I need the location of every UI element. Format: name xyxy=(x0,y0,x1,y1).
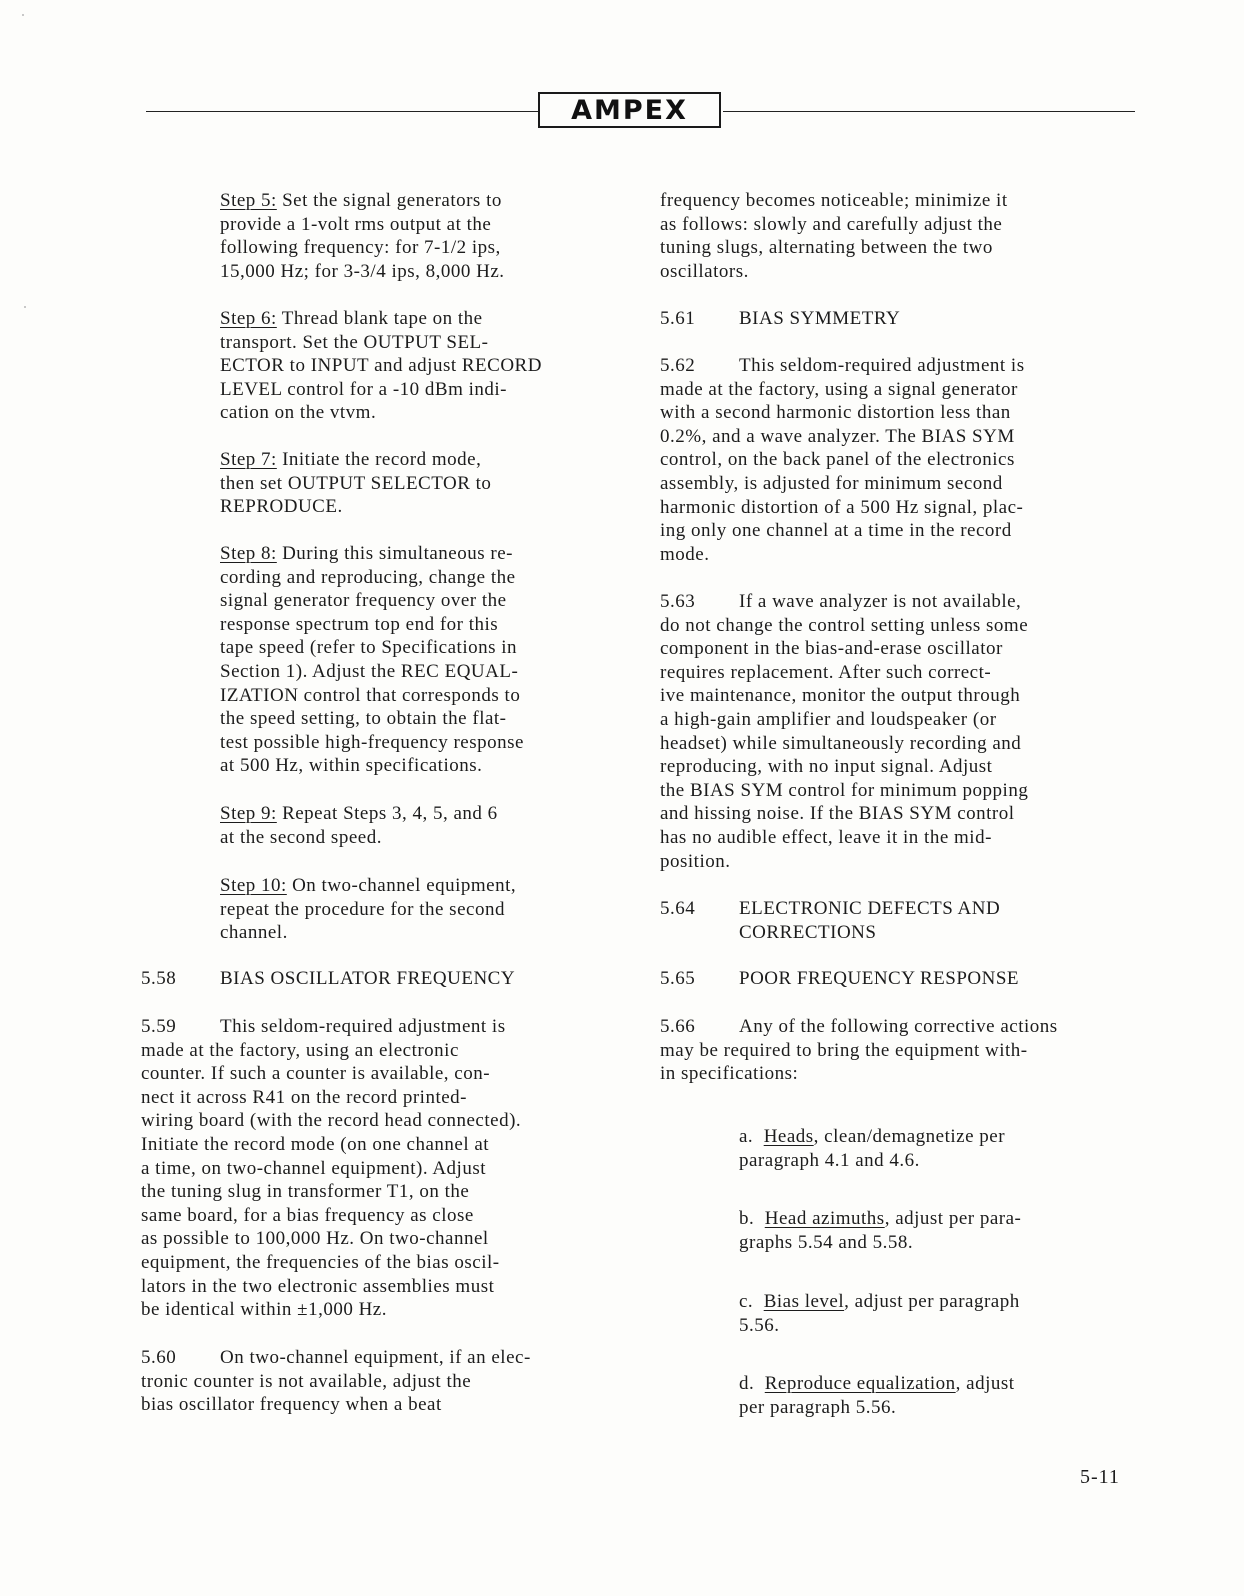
text-line: and hissing noise. If the BIAS SYM control xyxy=(660,803,1015,825)
scan-mark xyxy=(24,306,26,308)
text-line: graphs 5.54 and 5.58. xyxy=(739,1231,914,1253)
list-letter: c. xyxy=(739,1291,754,1312)
text-line: REPRODUCE. xyxy=(220,496,343,518)
text-line: counter. If such a counter is available, con- xyxy=(141,1063,491,1085)
text-line: LEVEL control for a -10 dBm indi- xyxy=(220,378,508,400)
paragraph-5-66 xyxy=(660,1015,1160,1086)
step-5 xyxy=(220,189,620,283)
step-label: Step 7: xyxy=(220,449,277,470)
paragraph-number: 5.62 xyxy=(660,355,696,376)
text-line: On two-channel equipment, if an elec- xyxy=(220,1347,531,1368)
list-item-a xyxy=(739,1125,1159,1172)
paragraph-number: 5.63 xyxy=(660,591,696,612)
text-line: This seldom-required adjustment is xyxy=(739,355,1025,376)
text-line: 5.56. xyxy=(739,1314,780,1336)
text-line: assembly, is adjusted for minimum second xyxy=(660,472,1003,494)
text-line: ing only one channel at a time in the record xyxy=(660,520,1012,542)
list-letter: a. xyxy=(739,1126,754,1147)
text-line: repeat the procedure for the second xyxy=(220,898,505,920)
text-line: requires replacement. After such correct- xyxy=(660,661,992,683)
text-line: test possible high-frequency response xyxy=(220,731,524,753)
section-number: 5.65 xyxy=(660,968,696,989)
paragraph-number: 5.60 xyxy=(141,1347,177,1368)
ampex-logo-text: AMPEX xyxy=(571,94,688,126)
step-label: Step 9: xyxy=(220,803,277,824)
text-line: lators in the two electronic assemblies must xyxy=(141,1275,495,1297)
text-line: 15,000 Hz; for 3-3/4 ips, 8,000 Hz. xyxy=(220,260,505,282)
scan-mark xyxy=(22,14,24,16)
text-line: paragraph 4.1 and 4.6. xyxy=(739,1149,920,1171)
list-item-d xyxy=(739,1372,1159,1419)
text-line: position. xyxy=(660,850,731,872)
text-line: with a second harmonic distortion less than xyxy=(660,402,1011,424)
text-line: transport. Set the OUTPUT SEL- xyxy=(220,331,489,353)
paragraph-5-60 xyxy=(141,1346,631,1417)
text-line: headset) while simultaneously recording and xyxy=(660,732,1022,754)
text-line: ive maintenance, monitor the output through xyxy=(660,685,1021,707)
text-line: at the second speed. xyxy=(220,826,382,848)
text-line: 0.2%, and a wave analyzer. The BIAS SYM xyxy=(660,425,1015,447)
paragraph-5-63 xyxy=(660,590,1160,873)
text-line: ECTOR to INPUT and adjust RECORD xyxy=(220,355,542,377)
text-line: may be required to bring the equipment with- xyxy=(660,1039,1028,1061)
text-line: a time, on two-channel equipment). Adjust xyxy=(141,1157,487,1179)
text-line: per paragraph 5.56. xyxy=(739,1396,897,1418)
text-line: tronic counter is not available, adjust the xyxy=(141,1370,472,1392)
step-label: Step 6: xyxy=(220,308,277,329)
text-line: This seldom-required adjustment is xyxy=(220,1016,506,1037)
text-line: as possible to 100,000 Hz. On two-channel xyxy=(141,1228,489,1250)
text-line: equipment, the frequencies of the bias oscil- xyxy=(141,1251,500,1273)
page-number: 5-11 xyxy=(1080,1466,1120,1488)
header-rule-left xyxy=(146,111,538,112)
text-line: mode. xyxy=(660,543,710,565)
header-rule-right xyxy=(723,111,1135,112)
step-10 xyxy=(220,874,620,945)
text-line: nect it across R41 on the record printed- xyxy=(141,1086,467,1108)
text-line: , adjust per para- xyxy=(884,1208,1022,1229)
list-term: Bias level xyxy=(763,1291,845,1312)
text-line: reproducing, with no input signal. Adjust xyxy=(660,756,993,778)
list-term: Head azimuths xyxy=(764,1208,885,1229)
text-line: IZATION control that corresponds to xyxy=(220,684,521,706)
step-label: Step 10: xyxy=(220,875,287,896)
section-title: BIAS SYMMETRY xyxy=(739,308,901,329)
step-6 xyxy=(220,307,630,425)
step-9 xyxy=(220,802,620,849)
text-line: , clean/demagnetize per xyxy=(813,1126,1006,1147)
text-line: the tuning slug in transformer T1, on the xyxy=(141,1181,470,1203)
ampex-logo xyxy=(538,92,721,128)
text-line: response spectrum top end for this xyxy=(220,613,499,635)
text-line: CORRECTIONS xyxy=(739,921,877,943)
text-line: following frequency: for 7-1/2 ips, xyxy=(220,237,501,259)
text-line: be identical within ±1,000 Hz. xyxy=(141,1299,387,1321)
text-line: bias oscillator frequency when a beat xyxy=(141,1394,442,1416)
section-number-underlined xyxy=(660,897,695,921)
text-line: , adjust xyxy=(955,1373,1015,1394)
section-number: 5.61 xyxy=(660,308,696,329)
text-line: the speed setting, to obtain the flat- xyxy=(220,708,507,730)
paragraph-number: 5.66 xyxy=(660,1016,696,1037)
text-line: If a wave analyzer is not available, xyxy=(739,591,1022,612)
text-line: oscillators. xyxy=(660,260,749,282)
continuation-paragraph xyxy=(660,189,1160,283)
section-title xyxy=(739,897,1000,944)
step-label: Step 5: xyxy=(220,190,277,211)
section-title: POOR FREQUENCY RESPONSE xyxy=(739,968,1020,989)
paragraph-number: 5.59 xyxy=(141,1016,177,1037)
text-line: then set OUTPUT SELECTOR to xyxy=(220,472,492,494)
text-line: cording and reproducing, change the xyxy=(220,566,516,588)
text-line: as follows: slowly and carefully adjust the xyxy=(660,213,1003,235)
text-line: in specifications: xyxy=(660,1063,799,1085)
list-term: Reproduce equalization xyxy=(764,1373,956,1394)
text-line: made at the factory, using a signal generator xyxy=(660,378,1018,400)
text-line: During this simultaneous re- xyxy=(276,543,513,564)
text-line: do not change the control setting unless some xyxy=(660,614,1029,636)
step-8 xyxy=(220,542,630,778)
text-line: harmonic distortion of a 500 Hz signal, plac- xyxy=(660,496,1024,518)
text-line: a high-gain amplifier and loudspeaker (or xyxy=(660,708,997,730)
text-line: channel. xyxy=(220,922,288,944)
step-7 xyxy=(220,448,620,519)
paragraph-5-59 xyxy=(141,1015,641,1322)
list-item-b xyxy=(739,1207,1159,1254)
text-line: On two-channel equipment, xyxy=(286,875,517,896)
text-line: , adjust per paragraph xyxy=(844,1291,1020,1312)
text-line: has no audible effect, leave it in the mid- xyxy=(660,826,992,848)
list-item-c xyxy=(739,1290,1159,1337)
text-line: same board, for a bias frequency as close xyxy=(141,1204,474,1226)
text-line: Set the signal generators to xyxy=(276,190,502,211)
section-number: 5.64 xyxy=(660,898,696,919)
section-title: BIAS OSCILLATOR FREQUENCY xyxy=(220,968,516,989)
section-number: 5.58 xyxy=(141,968,177,989)
text-line: Initiate the record mode, xyxy=(276,449,482,470)
text-line: Repeat Steps 3, 4, 5, and 6 xyxy=(276,803,498,824)
step-label: Step 8: xyxy=(220,543,277,564)
list-letter: b. xyxy=(739,1208,755,1229)
text-line: provide a 1-volt rms output at the xyxy=(220,213,492,235)
text-line: component in the bias-and-erase oscillator xyxy=(660,638,1003,660)
list-letter: d. xyxy=(739,1373,755,1394)
text-line: frequency becomes noticeable; minimize it xyxy=(660,190,1008,211)
text-line: at 500 Hz, within specifications. xyxy=(220,755,483,777)
text-line: ELECTRONIC DEFECTS AND xyxy=(739,898,1001,919)
text-line: Any of the following corrective actions xyxy=(739,1016,1058,1037)
text-line: Section 1). Adjust the REC EQUAL- xyxy=(220,660,519,682)
list-term: Heads xyxy=(763,1126,814,1147)
text-line: made at the factory, using an electronic xyxy=(141,1039,459,1061)
text-line: Thread blank tape on the xyxy=(276,308,483,329)
text-line: tuning slugs, alternating between the two xyxy=(660,237,993,259)
text-line: cation on the vtvm. xyxy=(220,402,377,424)
text-line: signal generator frequency over the xyxy=(220,590,507,612)
text-line: Initiate the record mode (on one channel at xyxy=(141,1133,490,1155)
text-line: tape speed (refer to Specifications in xyxy=(220,637,518,659)
text-line: the BIAS SYM control for minimum popping xyxy=(660,779,1029,801)
text-line: control, on the back panel of the electronics xyxy=(660,449,1015,471)
text-line: wiring board (with the record head connected). xyxy=(141,1110,522,1132)
paragraph-5-62 xyxy=(660,354,1160,566)
